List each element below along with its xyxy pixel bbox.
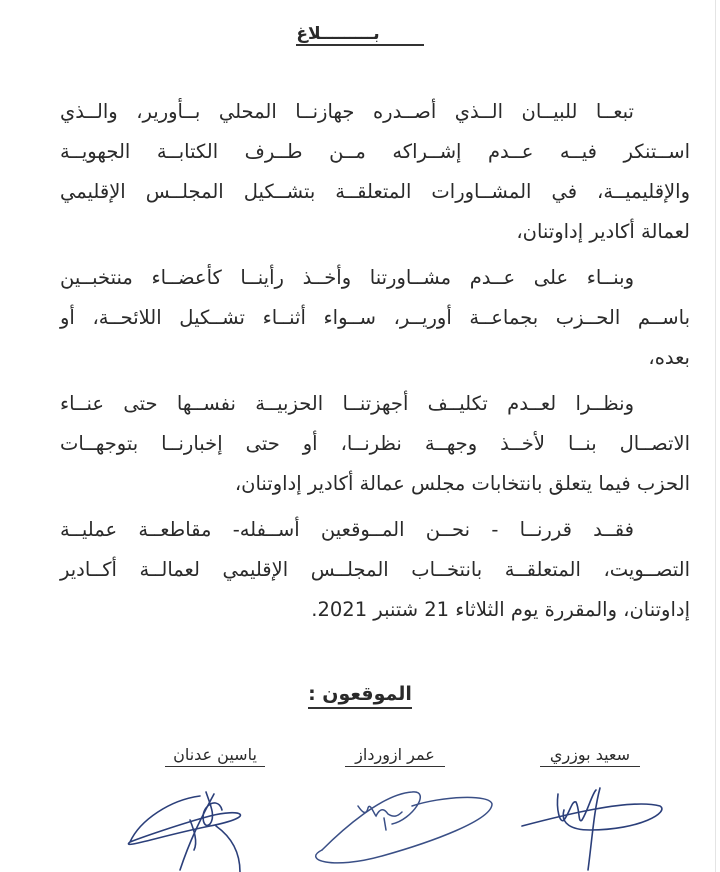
text-line: الاتصــال بنــا لأخــذ وجهــة نظرنــا، أو حتى إخبارنــا بتوجهــات xyxy=(60,432,690,455)
text-line: لعمالة أكادير إداوتنان، xyxy=(516,220,690,243)
signatory-name-2: عمر ازورداز xyxy=(345,744,445,767)
signature-1 xyxy=(520,780,670,872)
text-line: والإقليميــة، في المشــاورات المتعلقــة بتشــكيل المجلــس الإقليمي xyxy=(60,180,690,203)
text-line: الحزب فيما يتعلق بانتخابات مجلس عمالة أكادير إداوتنان، xyxy=(234,472,690,495)
text-line: اســتنكر فيــه عــدم إشــراكه مــن طــرف الكتابــة الجهويــة xyxy=(60,140,690,163)
text-line: تبعــا للبيــان الــذي أصــدره جهازنــا المحلي بــأورير، والــذي xyxy=(60,100,634,123)
signatory-name-1: سعيد بوزري xyxy=(540,744,640,767)
paragraph-2 xyxy=(60,258,690,378)
text-line: التصــويت، المتعلقــة بانتخــاب المجلــس الإقليمي لعمالــة أكــادير xyxy=(60,558,690,581)
page-edge xyxy=(715,0,716,872)
signature-stroke xyxy=(384,818,386,830)
paragraph-4 xyxy=(60,510,690,630)
signature-2 xyxy=(302,780,502,870)
text-line: وبنــاء على عــدم مشــاورتنا وأخــذ رأينــا كأعضــاء منتخبــين xyxy=(60,266,634,289)
signature-stroke xyxy=(522,804,662,830)
document-title xyxy=(0,24,720,44)
text-line: فقــد قررنــا - نحــن المــوقعين أســفله- مقاطعــة عمليــة xyxy=(60,518,634,541)
signature-stroke xyxy=(588,788,600,870)
text-line: إداوتنان، والمقررة يوم الثلاثاء 21 شتنبر 2021. xyxy=(311,598,690,621)
signatories-heading-text: الموقعون : xyxy=(308,683,412,709)
paragraph-1 xyxy=(60,92,690,252)
paragraph-3 xyxy=(60,384,690,504)
text-line: بعده، xyxy=(648,346,690,369)
signature-stroke xyxy=(322,792,420,850)
text-line: باســم الحــزب بجماعــة أوريــر، ســواء أثنــاء تشــكيل اللائحــة، أو xyxy=(60,306,690,329)
document-body xyxy=(60,92,690,636)
text-line: ونظــرا لعــدم تكليــف أجهزتنــا الحزبيــة نفســها حتى عنــاء xyxy=(60,392,634,415)
signatories-heading xyxy=(0,683,720,705)
title-text: بـــــــــلاغ xyxy=(296,24,423,46)
signature-3 xyxy=(120,780,270,872)
signature-stroke xyxy=(358,806,402,816)
signatory-name-3: ياسين عدنان xyxy=(165,744,265,767)
signature-stroke xyxy=(216,826,240,872)
signature-stroke xyxy=(128,796,240,844)
